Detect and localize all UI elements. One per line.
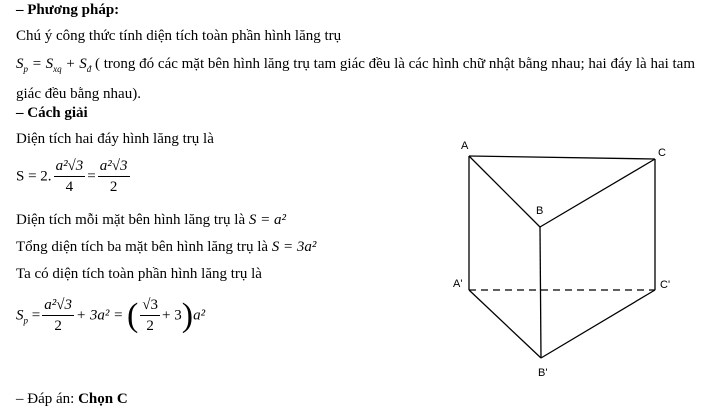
- edge-B1C1: [541, 290, 655, 358]
- solution-line-4: Ta có diện tích toàn phần hình lăng trụ là: [16, 266, 262, 282]
- solution-line-1: Diện tích hai đáy hình lăng trụ là: [16, 131, 214, 147]
- answer-line: – Đáp án: Chọn C: [16, 391, 128, 407]
- solution-heading: – Cách giải: [16, 105, 88, 121]
- label-A: A: [461, 140, 469, 152]
- method-heading: – Phương pháp:: [16, 2, 120, 18]
- method-formula: $S_p = S_{xq} + S_đ$ ( trong đó các mặt bên hình lăng trụ tam giác đều là các hình chữ nhật bằng nhau; hai đáy là hai tam giác đều bằng nhau).: [16, 56, 696, 102]
- label-A1: A': [453, 278, 463, 290]
- label-B1: B': [538, 367, 548, 379]
- label-C: C: [658, 147, 666, 159]
- equation-1: S = 2. $\frac{\text{a²√3}}{4}$ = $\frac{\text{a²√3}}{2}$: [16, 158, 128, 195]
- solution-line-3: Tổng diện tích ba mặt bên hình lăng trụ là S = 3a²: [16, 239, 317, 255]
- edge-BC: [540, 159, 655, 227]
- edge-AC: [469, 156, 655, 159]
- label-C1: C': [660, 279, 671, 291]
- edge-AB: [469, 156, 540, 227]
- edge-BB1: [540, 227, 541, 358]
- equation-2: $S_p$ = $\frac{\text{a²√3}}{2}$ + 3a² = ( $\frac{√3}{2}$ + 3)a²: [16, 297, 206, 334]
- solution-line-2: Diện tích mỗi mặt bên hình lăng trụ là S = a²: [16, 212, 286, 228]
- method-line: Chú ý công thức tính diện tích toàn phần hình lăng trụ: [16, 28, 342, 44]
- label-B: B: [536, 205, 544, 217]
- edge-A1B1: [469, 290, 541, 358]
